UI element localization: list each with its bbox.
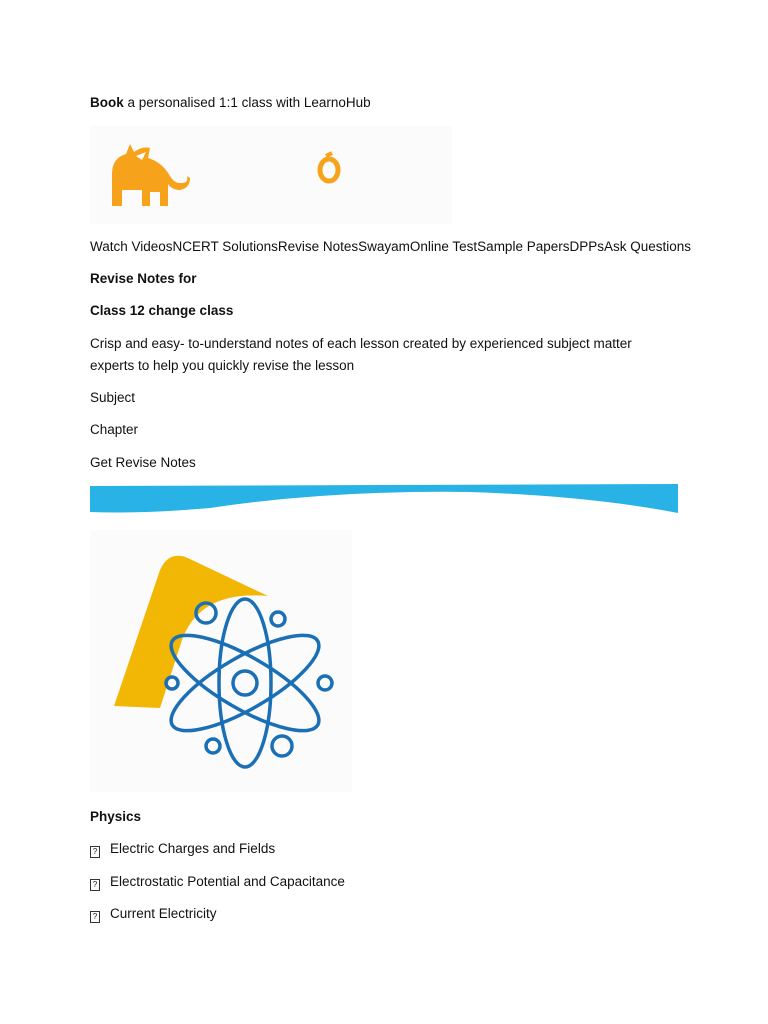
booking-text: a personalised 1:1 class with LearnoHub: [123, 95, 371, 110]
subject-label[interactable]: Subject: [90, 390, 136, 405]
nav-links[interactable]: Watch VideosNCERT SolutionsRevise NotesSwayamOnline TestSample PapersDPPsAsk Questions: [90, 239, 692, 254]
bullet-icon: ?: [90, 911, 100, 923]
revise-heading: Revise Notes for: [90, 271, 197, 286]
chapter-label: Electrostatic Potential and Capacitance: [110, 874, 345, 889]
logo-strip: [90, 126, 452, 224]
booking-bold: Book: [90, 95, 124, 110]
chapter-label[interactable]: Chapter: [90, 422, 139, 437]
elephant-logo-icon: [112, 144, 190, 206]
physics-illustration: [90, 530, 352, 792]
wave-banner: [90, 482, 678, 516]
description: Crisp and easy- to-understand notes of each lesson created by experienced subject matter experts to help you quickly revise the lesson: [90, 336, 632, 373]
chapter-label: Electric Charges and Fields: [110, 841, 276, 856]
subject-title: Physics: [90, 809, 142, 824]
get-notes-button[interactable]: Get Revise Notes: [90, 455, 196, 470]
orange-ring-icon: [320, 153, 338, 181]
booking-line: [90, 94, 371, 112]
class-line[interactable]: Class 12 change class: [90, 303, 234, 318]
chapter-item[interactable]: [90, 905, 217, 923]
bullet-icon: ?: [90, 879, 100, 891]
chapter-label: Current Electricity: [110, 906, 217, 921]
chapter-item[interactable]: [90, 873, 345, 891]
chapter-item[interactable]: [90, 840, 275, 858]
bullet-icon: ?: [90, 846, 100, 858]
